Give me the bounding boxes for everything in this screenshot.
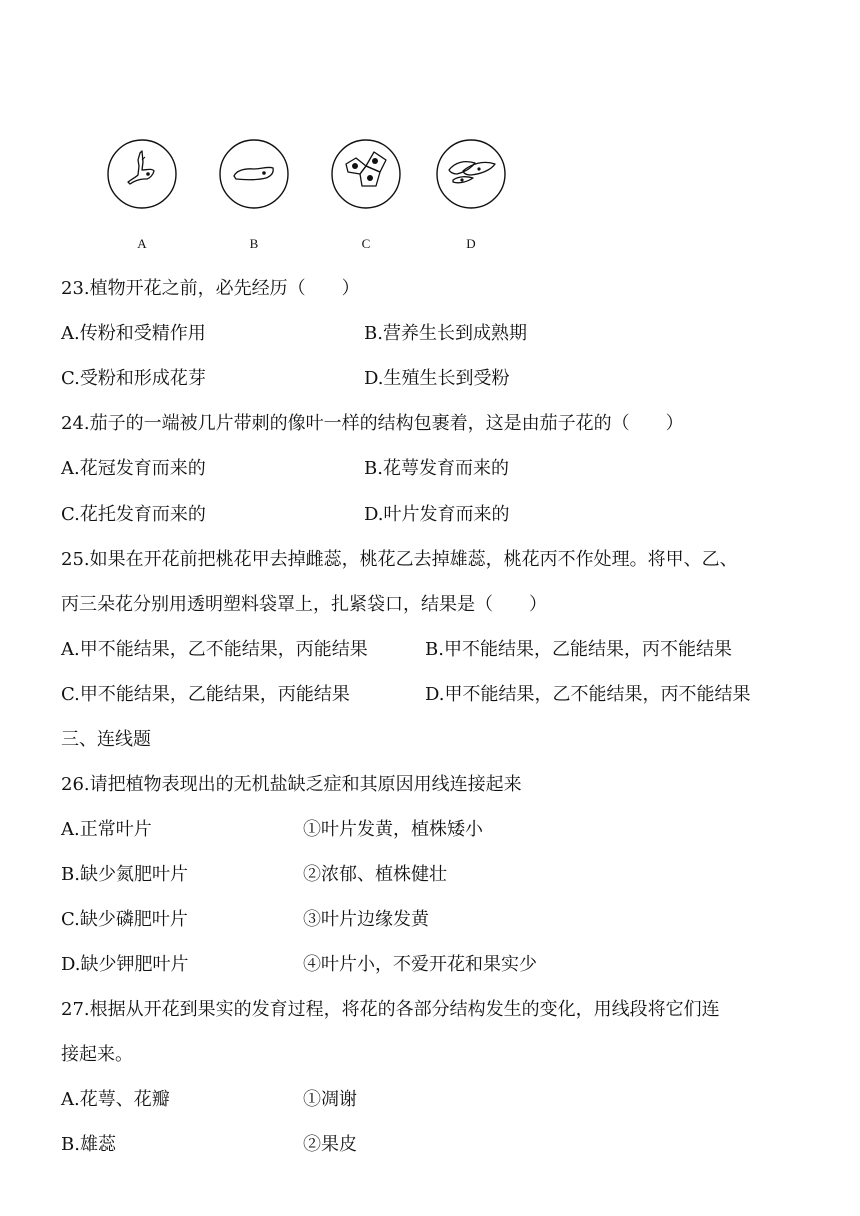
q25-option-c: C.甲不能结果，乙能结果，丙能结果 (61, 684, 350, 705)
q26-right-item: ③叶片边缘发黄 (303, 909, 429, 930)
figure-c (324, 138, 408, 252)
q23-option-c: C.受粉和形成花芽 (61, 368, 206, 389)
q24-option-d: D.叶片发育而来的 (364, 504, 510, 525)
q25-stem-line2: 丙三朵花分别用透明塑料袋罩上，扎紧袋口，结果是（ ） (61, 594, 547, 615)
q26-left-item: B.缺少氮肥叶片 (61, 864, 188, 885)
q27-right-item: ①凋谢 (303, 1089, 357, 1110)
q26-left-item: D.缺少钾肥叶片 (61, 954, 189, 975)
neuron-cell-icon (106, 138, 178, 210)
epithelial-cells-icon (330, 138, 402, 210)
figure-d (429, 138, 513, 252)
q27-right-item: ②果皮 (303, 1134, 357, 1155)
q23-option-b: B.营养生长到成熟期 (364, 323, 527, 344)
section-heading: 三、连线题 (61, 729, 151, 750)
figure-label-c: C (361, 236, 371, 251)
q25-option-b: B.甲不能结果，乙能结果，丙不能结果 (425, 639, 732, 660)
q24-option-b: B.花萼发育而来的 (364, 458, 509, 479)
q26-right-item: ①叶片发黄，植株矮小 (303, 819, 483, 840)
figure-label-d: D (466, 236, 476, 251)
q26-left-item: A.正常叶片 (61, 819, 152, 840)
q27-left-item: B.雄蕊 (61, 1134, 116, 1155)
q26-left-item: C.缺少磷肥叶片 (61, 909, 188, 930)
cell-figure-row (100, 138, 520, 250)
q24-stem: 24.茄子的一端被几片带刺的像叶一样的结构包裹着，这是由茄子花的（ ） (61, 413, 684, 434)
q23-stem: 23.植物开花之前，必先经历（ ） (61, 278, 360, 299)
spindle-cells-icon (435, 138, 507, 210)
q25-option-a: A.甲不能结果，乙不能结果，丙能结果 (61, 639, 368, 660)
muscle-cell-icon (218, 138, 290, 210)
q25-option-d: D.甲不能结果，乙不能结果，丙不能结果 (425, 684, 751, 705)
q23-option-a: A.传粉和受精作用 (61, 323, 206, 344)
q26-right-item: ④叶片小，不爱开花和果实少 (303, 954, 537, 975)
q27-left-item: A.花萼、花瓣 (61, 1089, 170, 1110)
q26-stem: 26.请把植物表现出的无机盐缺乏症和其原因用线连接起来 (61, 774, 522, 795)
q27-stem-line1: 27.根据从开花到果实的发育过程，将花的各部分结构发生的变化，用线段将它们连 (61, 999, 720, 1020)
q26-right-item: ②浓郁、植株健壮 (303, 864, 447, 885)
figure-label-a: A (137, 236, 147, 251)
q24-option-c: C.花托发育而来的 (61, 504, 206, 525)
q24-option-a: A.花冠发育而来的 (61, 458, 206, 479)
q23-option-d: D.生殖生长到受粉 (364, 368, 510, 389)
q25-stem-line1: 25.如果在开花前把桃花甲去掉雌蕊，桃花乙去掉雄蕊，桃花丙不作处理。将甲、乙、 (61, 549, 738, 570)
figure-b (212, 138, 296, 252)
figure-a (100, 138, 184, 252)
q27-stem-line2: 接起来。 (61, 1044, 133, 1065)
figure-label-b: B (249, 236, 259, 251)
